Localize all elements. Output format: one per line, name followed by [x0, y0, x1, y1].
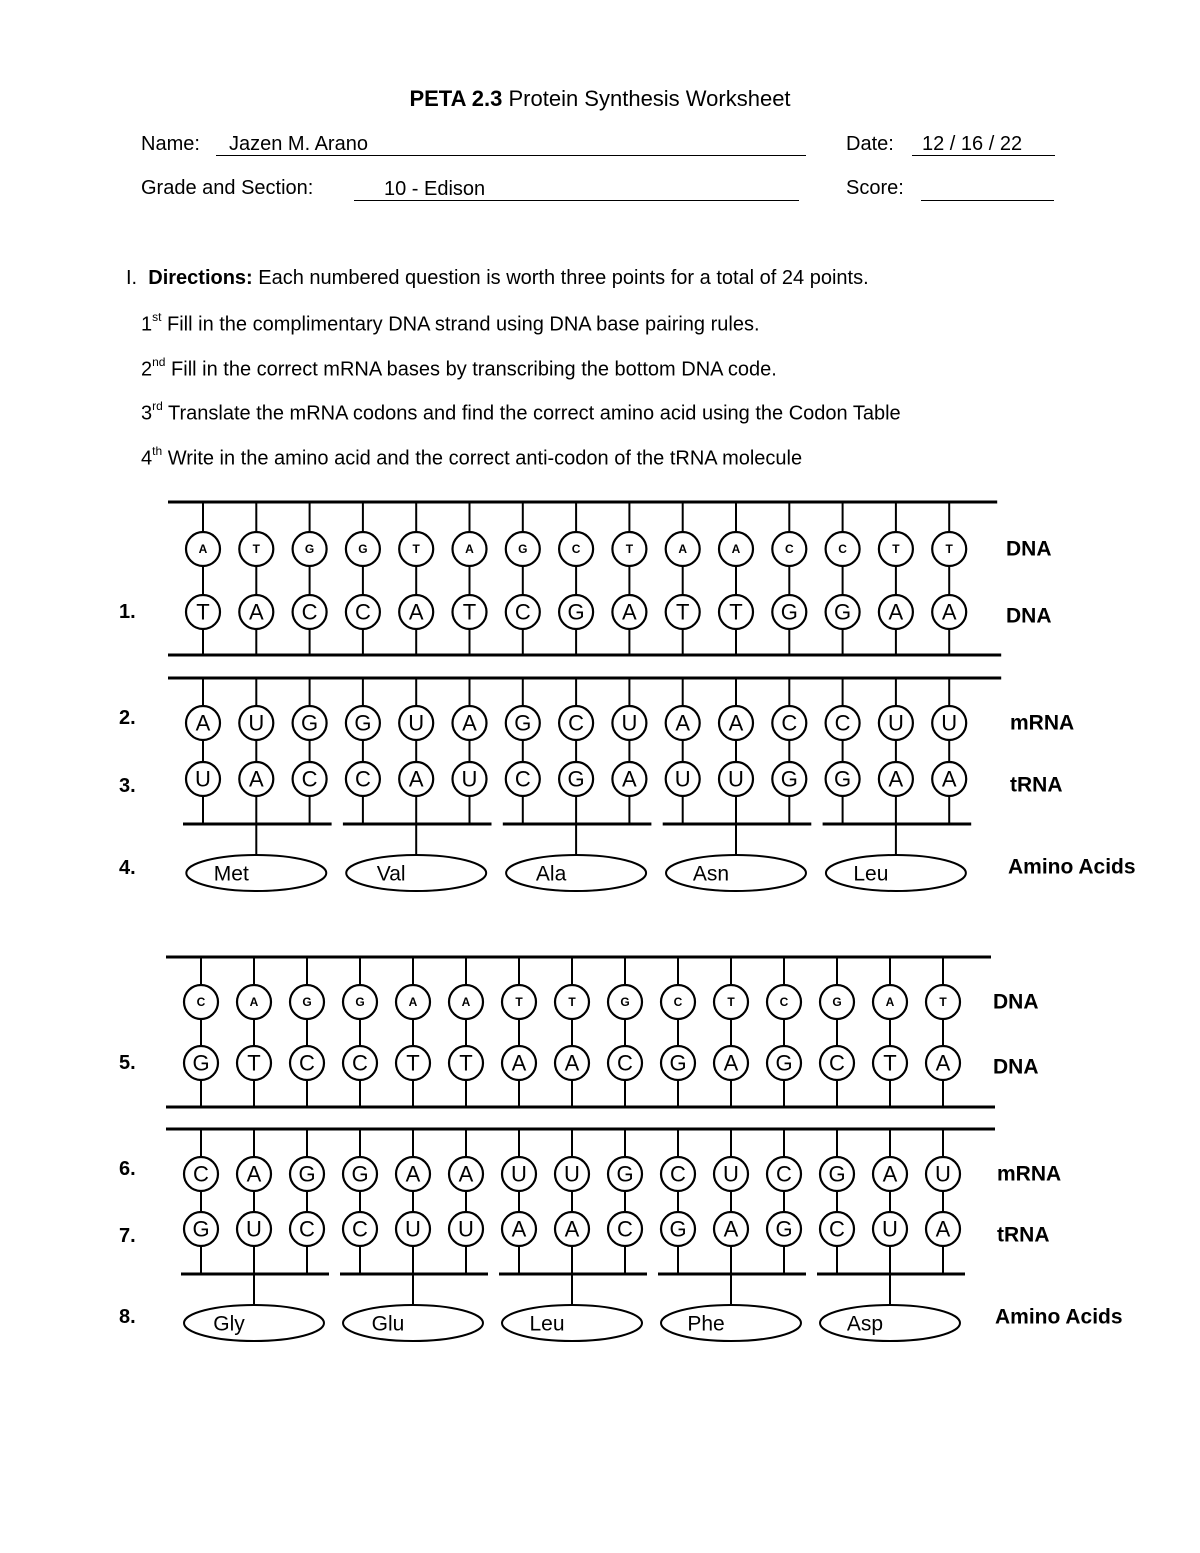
dna-top-base: A	[198, 542, 208, 556]
mrna-base: U	[887, 710, 904, 736]
trna-base: A	[941, 766, 957, 792]
dna-bottom-base: G	[834, 599, 852, 625]
trna-base: C	[617, 1216, 633, 1242]
dna-top-base: C	[784, 542, 794, 556]
step-number: 1	[141, 313, 153, 336]
dna-label: DNA	[993, 990, 1039, 1014]
mrna-base: C	[781, 710, 798, 736]
step-suffix: rd	[152, 399, 163, 413]
dna-top-base: G	[358, 542, 368, 556]
dna-top-base: T	[412, 542, 420, 556]
step-text: Translate the mRNA codons and find the correct amino acid using the Codon Table	[162, 402, 901, 425]
amino-acid-name: Met	[213, 862, 249, 886]
dna-bottom-base: C	[514, 599, 531, 625]
dna-bottom-base: T	[883, 1050, 897, 1076]
dna-label: DNA	[993, 1055, 1039, 1079]
dna-bottom-base: G	[775, 1050, 793, 1076]
dna-bottom-base: A	[511, 1050, 527, 1076]
trna-base: G	[834, 766, 852, 792]
dna-top-base: C	[673, 995, 683, 1009]
dna-top-base: T	[892, 542, 900, 556]
directions-numeral: I.	[126, 267, 138, 289]
trna-base: U	[728, 766, 744, 792]
amino-acid-oval	[502, 1305, 642, 1341]
mrna-base: U	[564, 1161, 580, 1187]
amino-acid-oval	[506, 855, 646, 891]
dna-top-base: T	[568, 995, 576, 1009]
question-number: 3.	[119, 775, 136, 797]
dna-bottom-base: A	[941, 599, 957, 625]
mrna-base: U	[248, 710, 265, 736]
dna-top-base: T	[945, 542, 953, 556]
mrna-base: A	[675, 710, 691, 736]
mrna-base: G	[828, 1161, 846, 1187]
amino-acid-oval	[186, 855, 326, 891]
question-number: 8.	[119, 1306, 136, 1328]
dna-top-base: T	[252, 542, 260, 556]
mrna-base: G	[301, 710, 319, 736]
dna-bottom-base: A	[248, 599, 264, 625]
amino-acid-oval	[346, 855, 486, 891]
date-value[interactable]: 12 / 16 / 22	[922, 133, 1023, 155]
amino-acids-label: Amino Acids	[995, 1305, 1123, 1329]
mrna-label: mRNA	[1010, 711, 1075, 735]
amino-acid-name: Leu	[529, 1312, 565, 1336]
dna-bottom-base: A	[408, 599, 424, 625]
dna-bottom-base: T	[729, 599, 743, 625]
mrna-base: C	[776, 1161, 792, 1187]
dna-bottom-base: A	[888, 599, 904, 625]
dna-bottom-base: T	[406, 1050, 420, 1076]
dna-bottom-base: T	[675, 599, 690, 625]
question-number: 5.	[119, 1052, 136, 1074]
question-number: 6.	[119, 1158, 136, 1180]
dna-top-base: C	[196, 995, 206, 1009]
step-number: 2	[141, 358, 153, 381]
amino-acid-oval	[661, 1305, 801, 1341]
trna-base: U	[674, 766, 691, 792]
amino-acid-name: Leu	[853, 862, 889, 886]
dna-top-base: G	[302, 995, 312, 1009]
question-number: 7.	[119, 1225, 136, 1247]
trna-base: U	[882, 1216, 898, 1242]
step-suffix: th	[152, 444, 163, 458]
dna-bottom-base: G	[780, 599, 798, 625]
amino-acid-oval	[184, 1305, 324, 1341]
step-number: 4	[141, 447, 153, 470]
dna-bottom-base: G	[567, 599, 585, 625]
mrna-base: U	[408, 710, 425, 736]
dna-top-base: A	[678, 542, 688, 556]
title-rest: Protein Synthesis Worksheet	[502, 86, 791, 111]
mrna-base: G	[514, 710, 532, 736]
dna-top-base: G	[832, 995, 842, 1009]
step-text: Fill in the correct mRNA bases by transcribing the bottom DNA code.	[165, 358, 777, 381]
mrna-base: G	[354, 710, 372, 736]
dna-bottom-base: A	[723, 1050, 739, 1076]
amino-acid-name: Glu	[371, 1312, 405, 1336]
mrna-base: G	[351, 1161, 369, 1187]
trna-base: C	[514, 766, 531, 792]
dna-bottom-base: C	[617, 1050, 633, 1076]
dna-top-base: T	[625, 542, 634, 556]
dna-label: DNA	[1006, 604, 1052, 628]
directions-text: Each numbered question is worth three points for a total of 24 points.	[252, 267, 869, 289]
mrna-base: U	[941, 710, 958, 736]
dna-bottom-base: A	[564, 1050, 580, 1076]
dna-bottom-base: G	[669, 1050, 687, 1076]
trna-base: C	[301, 766, 318, 792]
mrna-base: U	[935, 1161, 951, 1187]
trna-base: C	[299, 1216, 315, 1242]
trna-base: A	[408, 766, 424, 792]
title-bold: PETA 2.3	[409, 86, 503, 111]
dna-top-base: T	[939, 995, 947, 1009]
dna-top-base: A	[885, 995, 895, 1009]
trna-label: tRNA	[1010, 773, 1063, 797]
mrna-base: C	[193, 1161, 209, 1187]
dna-bottom-base: T	[196, 599, 210, 625]
dna-top-base: C	[571, 542, 581, 556]
section-label: Grade and Section:	[141, 177, 314, 199]
dna-top-base: G	[620, 995, 630, 1009]
trna-base: A	[935, 1216, 951, 1242]
mrna-base: A	[882, 1161, 898, 1187]
trna-base: C	[829, 1216, 845, 1242]
dna-top-base: A	[731, 542, 741, 556]
amino-acid-name: Val	[376, 862, 406, 886]
mrna-label: mRNA	[997, 1162, 1062, 1186]
dna-bottom-base: A	[935, 1050, 951, 1076]
dna-top-base: C	[838, 542, 847, 556]
trna-base: G	[775, 1216, 793, 1242]
mrna-base: C	[568, 710, 585, 736]
dna-bottom-base: T	[247, 1050, 261, 1076]
mrna-base: A	[195, 710, 211, 736]
dna-top-base: C	[779, 995, 789, 1009]
amino-acid-name: Ala	[535, 862, 567, 886]
amino-acid-name: Asn	[692, 862, 730, 886]
dna-bottom-base: C	[354, 599, 371, 625]
dna-bottom-base: C	[829, 1050, 845, 1076]
directions-label: Directions:	[148, 267, 253, 289]
dna-bottom-base: T	[459, 1050, 473, 1076]
dna-bottom-base: C	[299, 1050, 315, 1076]
amino-acid-name: Gly	[213, 1312, 245, 1336]
mrna-base: A	[728, 710, 744, 736]
trna-base: A	[622, 766, 637, 792]
dna-top-base: A	[249, 995, 259, 1009]
trna-base: G	[780, 766, 798, 792]
dna-top-base: G	[518, 542, 528, 556]
question-number: 1.	[119, 601, 136, 623]
step-suffix: st	[152, 310, 162, 324]
mrna-base: A	[405, 1161, 421, 1187]
trna-base: A	[723, 1216, 739, 1242]
mrna-base: C	[834, 710, 851, 736]
trna-base: A	[511, 1216, 527, 1242]
trna-base: U	[461, 766, 478, 792]
amino-acid-oval	[826, 855, 966, 891]
trna-base: C	[354, 766, 371, 792]
mrna-base: U	[723, 1161, 739, 1187]
question-number: 4.	[119, 857, 136, 879]
name-value[interactable]: Jazen M. Arano	[229, 133, 368, 155]
trna-base: U	[195, 766, 211, 792]
amino-acid-oval	[343, 1305, 483, 1341]
mrna-base: U	[511, 1161, 527, 1187]
mrna-base: A	[458, 1161, 474, 1187]
trna-base: A	[888, 766, 904, 792]
mrna-base: A	[246, 1161, 262, 1187]
dna-top-base: G	[304, 542, 315, 556]
amino-acid-name: Phe	[687, 1312, 725, 1336]
trna-base: G	[567, 766, 585, 792]
trna-base: G	[192, 1216, 210, 1242]
dna-label: DNA	[1006, 537, 1052, 561]
amino-acids-label: Amino Acids	[1008, 855, 1136, 879]
trna-label: tRNA	[997, 1223, 1050, 1247]
trna-base: U	[458, 1216, 474, 1242]
question-number: 2.	[119, 707, 136, 729]
dna-top-base: T	[515, 995, 523, 1009]
name-label: Name:	[141, 133, 200, 155]
amino-acid-oval	[820, 1305, 960, 1341]
score-label: Score:	[846, 177, 904, 199]
dna-top-base: A	[408, 995, 418, 1009]
amino-acid-oval	[666, 855, 806, 891]
mrna-base: C	[670, 1161, 686, 1187]
dna-top-base: A	[465, 542, 474, 556]
dna-bottom-base: A	[622, 599, 637, 625]
trna-base: C	[352, 1216, 368, 1242]
step-suffix: nd	[152, 355, 166, 369]
trna-base: G	[669, 1216, 687, 1242]
mrna-base: G	[298, 1161, 316, 1187]
trna-base: U	[405, 1216, 421, 1242]
dna-bottom-base: C	[352, 1050, 368, 1076]
dna-bottom-base: T	[462, 599, 477, 625]
mrna-base: U	[621, 710, 638, 736]
mrna-base: A	[462, 710, 477, 736]
dna-bottom-base: C	[301, 599, 318, 625]
trna-base: A	[248, 766, 264, 792]
trna-base: U	[246, 1216, 262, 1242]
date-label: Date:	[846, 133, 894, 155]
step-number: 3	[141, 402, 153, 425]
section-value[interactable]: 10 - Edison	[384, 178, 486, 200]
dna-top-base: A	[461, 995, 471, 1009]
dna-top-base: T	[727, 995, 735, 1009]
step-text: Write in the amino acid and the correct anti-codon of the tRNA molecule	[162, 447, 803, 470]
dna-top-base: G	[355, 995, 365, 1009]
dna-bottom-base: G	[192, 1050, 210, 1076]
mrna-base: G	[616, 1161, 634, 1187]
amino-acid-name: Asp	[846, 1312, 884, 1336]
trna-base: A	[564, 1216, 580, 1242]
step-text: Fill in the complimentary DNA strand using DNA base pairing rules.	[161, 313, 760, 336]
